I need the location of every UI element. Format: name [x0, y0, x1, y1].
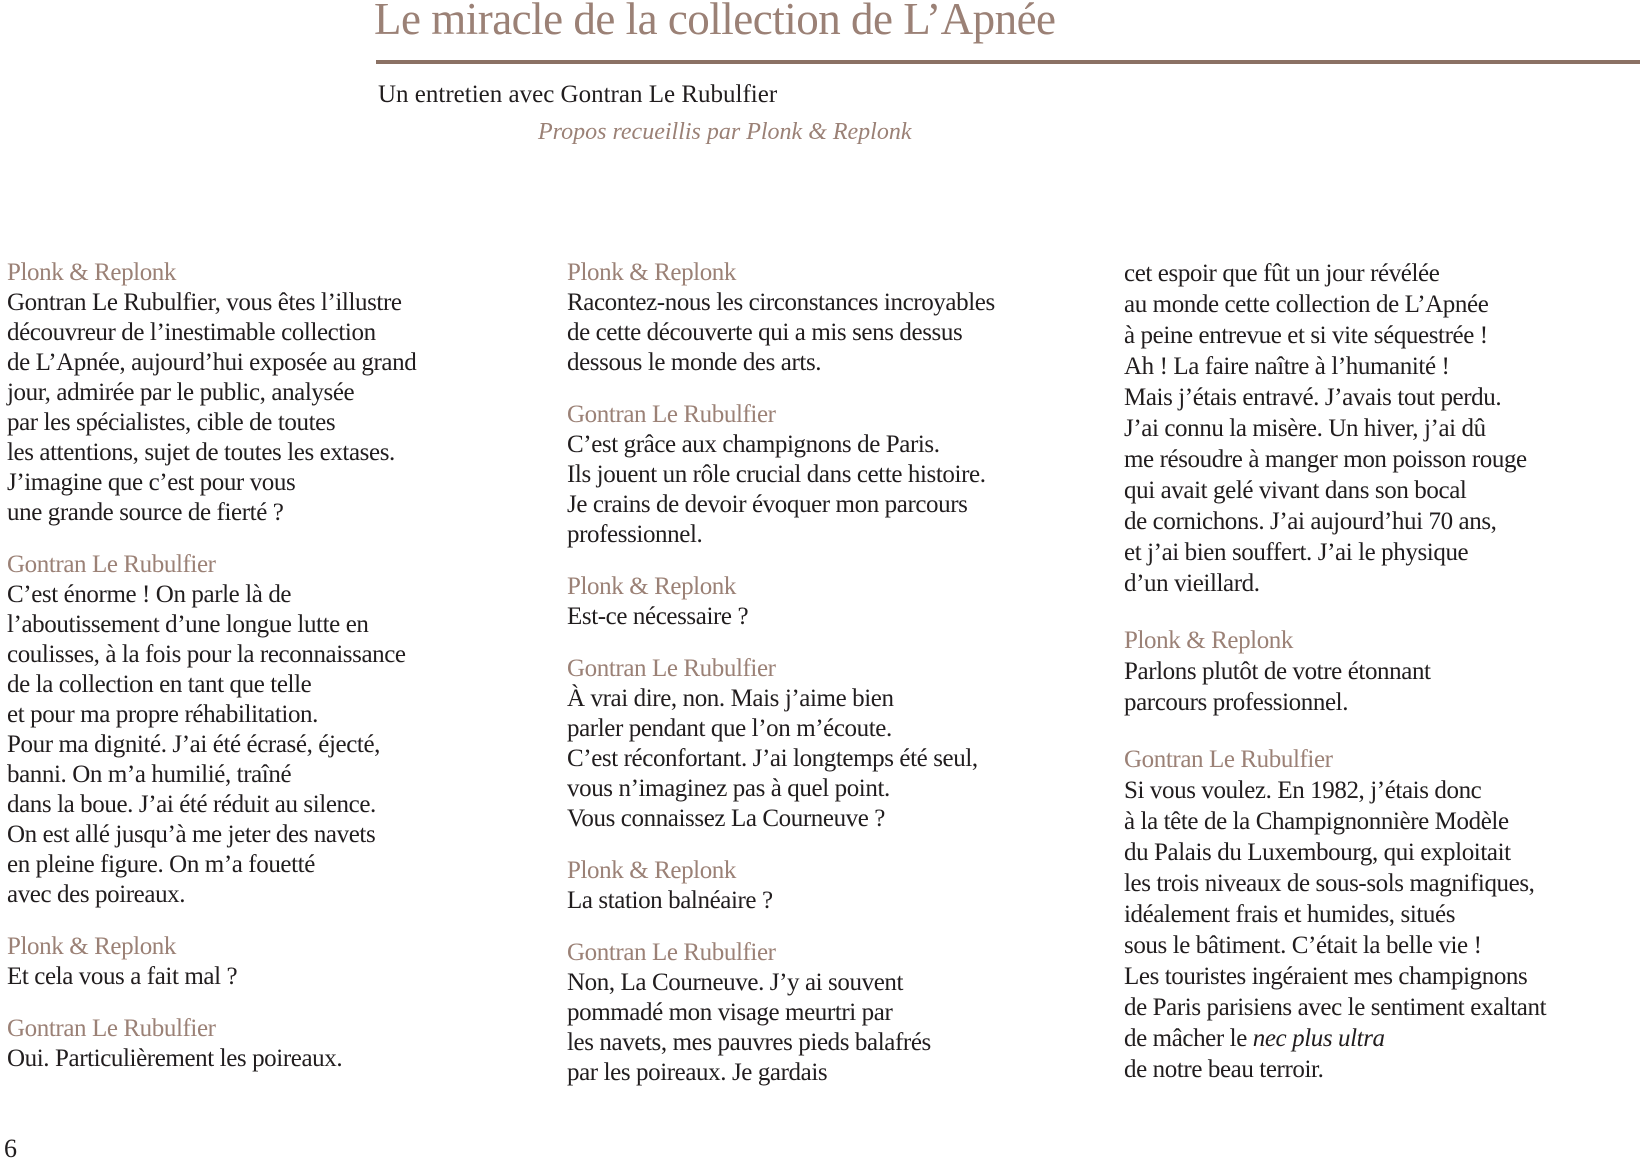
dialogue-line: par les spécialistes, cible de toutes [7, 409, 336, 436]
dialogue-line: de mâcher le nec plus ultra [1124, 1025, 1385, 1052]
dialogue-line: Ils jouent un rôle crucial dans cette histoire. [567, 461, 986, 488]
dialogue-line: J’imagine que c’est pour vous [7, 469, 296, 496]
speaker-label: Plonk & Replonk [1124, 627, 1294, 654]
speaker-label: Gontran Le Rubulfier [7, 551, 216, 578]
dialogue-line: Vous connaissez La Courneuve ? [567, 805, 886, 832]
dialogue-line: C’est grâce aux champignons de Paris. [567, 431, 940, 458]
dialogue-block [7, 550, 416, 910]
dialogue-line: et j’ai bien souffert. J’ai le physique [1124, 539, 1469, 566]
dialogue-line: idéalement frais et humides, situés [1124, 901, 1456, 928]
dialogue-line: Gontran Le Rubulfier, vous êtes l’illustre [7, 289, 402, 316]
dialogue-block [7, 1014, 416, 1074]
dialogue-line: On est allé jusqu’à me jeter des navets [7, 821, 376, 848]
dialogue-line: de L’Apnée, aujourd’hui exposée au grand [7, 349, 417, 376]
dialogue-line: La station balnéaire ? [567, 887, 773, 914]
dialogue-line: Ah ! La faire naître à l’humanité ! [1124, 353, 1450, 380]
title-rule [376, 60, 1640, 64]
dialogue-block [7, 258, 416, 528]
dialogue-line: dans la boue. J’ai été réduit au silence. [7, 791, 376, 818]
dialogue-line: découvreur de l’inestimable collection [7, 319, 376, 346]
dialogue-line: sous le bâtiment. C’était la belle vie ! [1124, 932, 1482, 959]
dialogue-block [567, 938, 995, 1088]
text-column [7, 258, 416, 1096]
dialogue-line: pommadé mon visage meurtri par [567, 999, 893, 1026]
dialogue-block [1124, 625, 1546, 718]
dialogue-block [7, 932, 416, 992]
dialogue-line: Non, La Courneuve. J’y ai souvent [567, 969, 904, 996]
dialogue-line: coulisses, à la fois pour la reconnaissance [7, 641, 406, 668]
dialogue-line: parler pendant que l’on m’écoute. [567, 715, 892, 742]
dialogue-line: à peine entrevue et si vite séquestrée ! [1124, 322, 1488, 349]
dialogue-line: jour, admirée par le public, analysée [7, 379, 355, 406]
dialogue-line: de cette découverte qui a mis sens dessus [567, 319, 963, 346]
dialogue-block [567, 654, 995, 834]
dialogue-line: Mais j’étais entravé. J’avais tout perdu. [1124, 384, 1502, 411]
dialogue-block [567, 572, 995, 632]
dialogue-line: au monde cette collection de L’Apnée [1124, 291, 1489, 318]
dialogue-line: par les poireaux. Je gardais [567, 1059, 828, 1086]
speaker-label: Plonk & Replonk [7, 259, 177, 286]
dialogue-line: Si vous voulez. En 1982, j’étais donc [1124, 777, 1482, 804]
speaker-label: Plonk & Replonk [567, 573, 737, 600]
dialogue-line: Je crains de devoir évoquer mon parcours [567, 491, 968, 518]
dialogue-line: vous n’imaginez pas à quel point. [567, 775, 890, 802]
dialogue-line: à la tête de la Champignonnière Modèle [1124, 808, 1509, 835]
dialogue-line: une grande source de fierté ? [7, 499, 284, 526]
dialogue-line: cet espoir que fût un jour révélée [1124, 260, 1440, 287]
interview-subtitle: Un entretien avec Gontran Le Rubulfier [378, 81, 778, 108]
dialogue-line: Parlons plutôt de votre étonnant [1124, 658, 1431, 685]
dialogue-line: les navets, mes pauvres pieds balafrés [567, 1029, 931, 1056]
dialogue-line: me résoudre à manger mon poisson rouge [1124, 446, 1527, 473]
dialogue-line: de notre beau terroir. [1124, 1056, 1324, 1083]
text-column [567, 258, 995, 1110]
dialogue-line: de la collection en tant que telle [7, 671, 312, 698]
dialogue-line: Racontez-nous les circonstances incroyables [567, 289, 995, 316]
speaker-label: Plonk & Replonk [7, 933, 177, 960]
dialogue-line: du Palais du Luxembourg, qui exploitait [1124, 839, 1511, 866]
dialogue-line: dessous le monde des arts. [567, 349, 822, 376]
dialogue-line: de cornichons. J’ai aujourd’hui 70 ans, [1124, 508, 1497, 535]
interview-byline: Propos recueillis par Plonk & Replonk [538, 119, 912, 145]
dialogue-line: avec des poireaux. [7, 881, 186, 908]
dialogue-line: Pour ma dignité. J’ai été écrasé, éjecté, [7, 731, 381, 758]
speaker-label: Gontran Le Rubulfier [567, 939, 776, 966]
dialogue-block [567, 400, 995, 550]
page-title: Le miracle de la collection de L’Apnée [374, 0, 1056, 44]
dialogue-block [1124, 744, 1546, 1085]
speaker-label: Plonk & Replonk [567, 857, 737, 884]
dialogue-line: les trois niveaux de sous-sols magnifiques, [1124, 870, 1535, 897]
dialogue-line: J’ai connu la misère. Un hiver, j’ai dû [1124, 415, 1486, 442]
dialogue-line: professionnel. [567, 521, 703, 548]
dialogue-block [567, 258, 995, 378]
dialogue-line: qui avait gelé vivant dans son bocal [1124, 477, 1467, 504]
dialogue-line: l’aboutissement d’une longue lutte en [7, 611, 369, 638]
dialogue-line: Est-ce nécessaire ? [567, 603, 749, 630]
dialogue-line: Et cela vous a fait mal ? [7, 963, 238, 990]
text-column [1124, 258, 1546, 1111]
speaker-label: Gontran Le Rubulfier [7, 1015, 216, 1042]
dialogue-block [1124, 258, 1546, 599]
dialogue-line: Oui. Particulièrement les poireaux. [7, 1045, 343, 1072]
dialogue-line: Les touristes ingéraient mes champignons [1124, 963, 1528, 990]
speaker-label: Plonk & Replonk [567, 259, 737, 286]
dialogue-block [567, 856, 995, 916]
dialogue-line: C’est énorme ! On parle là de [7, 581, 292, 608]
speaker-label: Gontran Le Rubulfier [567, 401, 776, 428]
speaker-label: Gontran Le Rubulfier [1124, 746, 1333, 773]
dialogue-line: banni. On m’a humilié, traîné [7, 761, 292, 788]
dialogue-line: C’est réconfortant. J’ai longtemps été seul, [567, 745, 978, 772]
dialogue-line: d’un vieillard. [1124, 570, 1260, 597]
dialogue-line: À vrai dire, non. Mais j’aime bien [567, 685, 894, 712]
dialogue-line: et pour ma propre réhabilitation. [7, 701, 318, 728]
speaker-label: Gontran Le Rubulfier [567, 655, 776, 682]
dialogue-line: en pleine figure. On m’a fouetté [7, 851, 315, 878]
page-number: 6 [4, 1134, 17, 1163]
dialogue-line: de Paris parisiens avec le sentiment exaltant [1124, 994, 1547, 1021]
dialogue-line: les attentions, sujet de toutes les extases. [7, 439, 395, 466]
dialogue-line: parcours professionnel. [1124, 689, 1349, 716]
